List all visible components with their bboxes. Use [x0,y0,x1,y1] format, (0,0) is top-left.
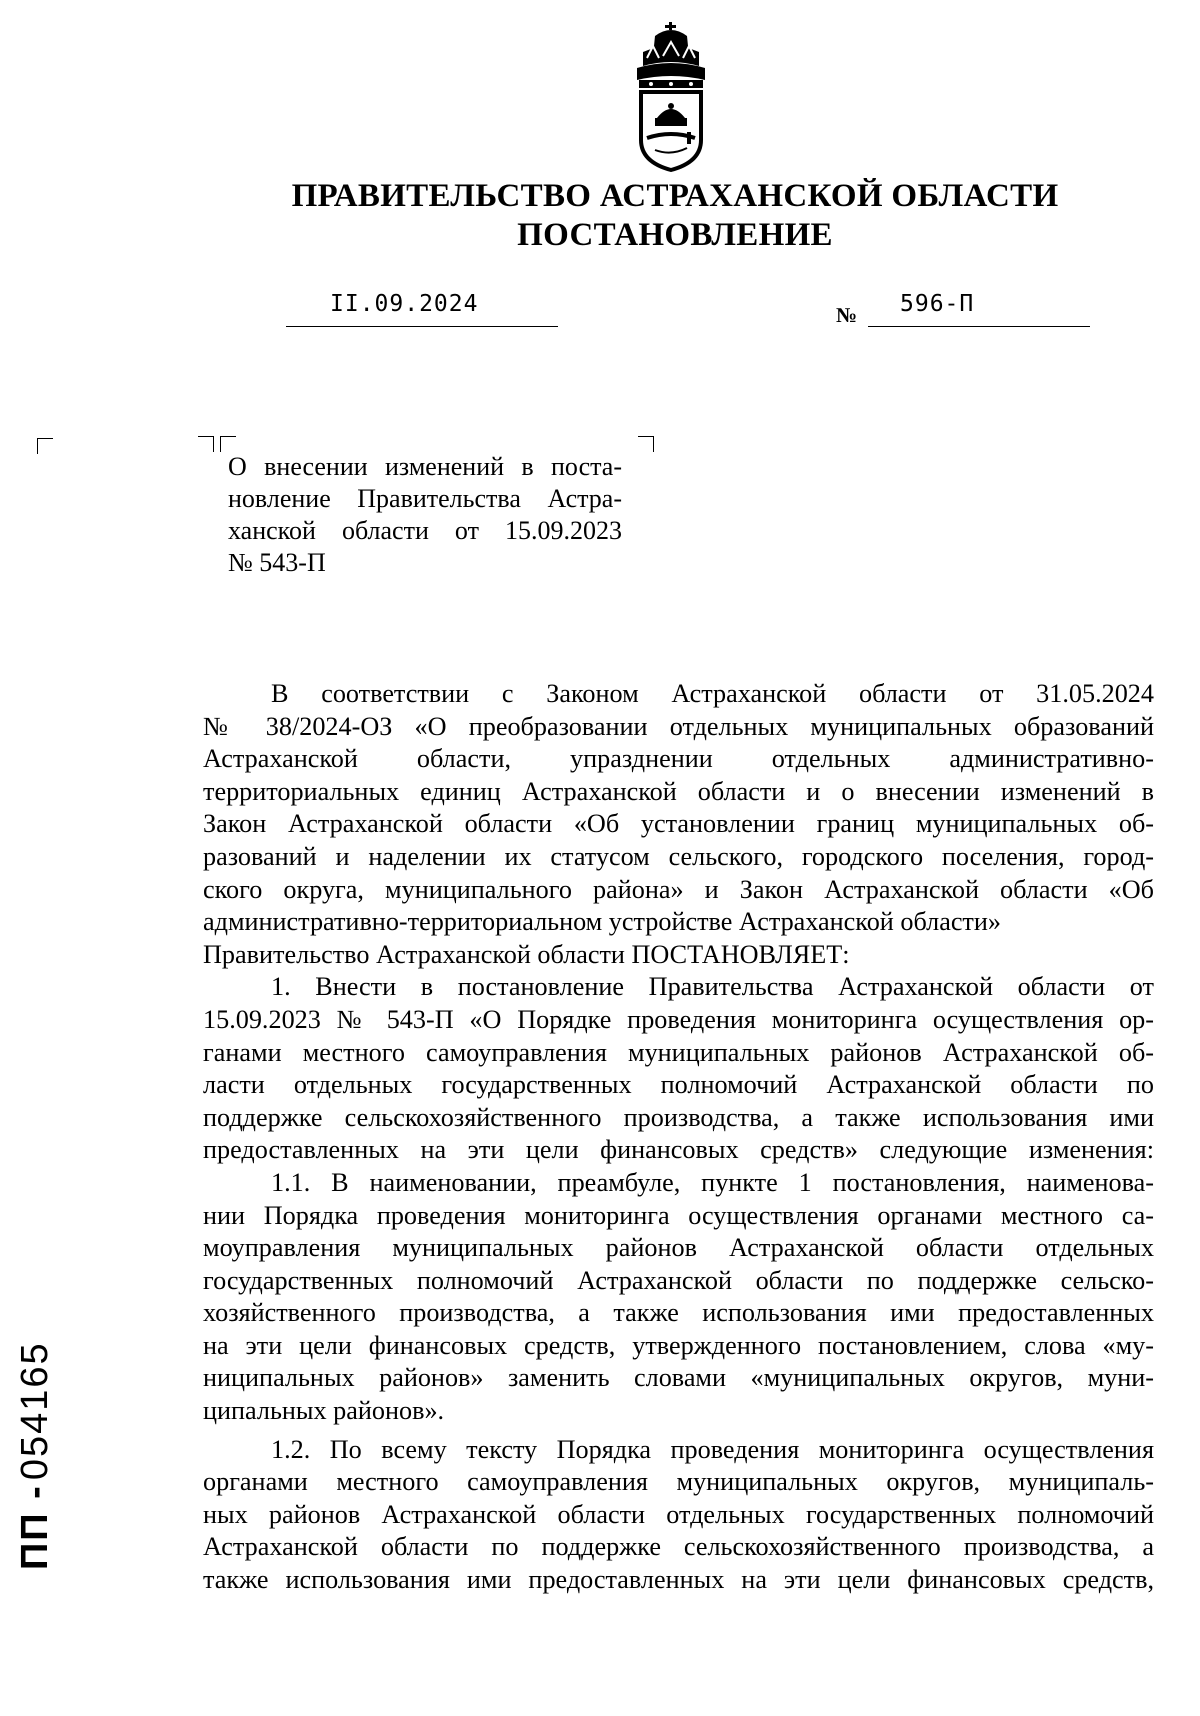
body-line: нии Порядка проведения мониторинга осуществления органами местного са- [203,1200,1154,1230]
serial-number: 054165 [14,1341,56,1481]
body-line: 1.1. В наименовании, преамбуле, пункте 1 постановления, наименова- [271,1167,1154,1197]
subject-corner-mark-left-outer [198,436,214,452]
subject-line: ханской области от 15.09.2023 [228,516,622,545]
margin-corner-mark [37,438,53,454]
body-line: ласти отдельных государственных полномочий Астраханской области по [203,1070,1154,1100]
body-line: государственных полномочий Астраханской области по поддержке сельско- [203,1265,1154,1295]
document-type-title: ПОСТАНОВЛЕНИЕ [517,217,833,253]
document-date: II.09.2024 [330,291,479,317]
body-line: № 38/2024-ОЗ «О преобразовании отдельных муниципальных образований [203,711,1154,741]
serial-stamp [14,1320,68,1570]
body-line: 1.2. По всему тексту Порядка проведения мониторинга осуществления [271,1434,1154,1464]
subject-line: новление Правительства Астра- [228,484,622,513]
body-line: ганами местного самоуправления муниципальных районов Астраханской об- [203,1037,1154,1067]
body-line: ципальных районов». [203,1396,445,1426]
body-line: на эти цели финансовых средств, утвержденного постановлением, слова «му- [203,1330,1154,1360]
subject-line: О внесении изменений в поста- [228,452,622,481]
document-subject [228,451,622,579]
coat-of-arms-icon [633,22,709,172]
number-sign: № [836,303,858,327]
document-number: 596-П [900,291,975,317]
subject-corner-mark-left [220,436,236,452]
body-line: моуправления муниципальных районов Астраханской области отдельных [203,1233,1154,1263]
body-line: 15.09.2023 № 543-П «О Порядке проведения мониторинга осуществления ор- [203,1004,1154,1034]
subject-corner-mark-right [638,436,654,452]
body-line: Правительство Астраханской области ПОСТАНОВЛЯЕТ: [203,939,850,969]
body-line: поддержке сельскохозяйственного производства, а также использования ими [203,1102,1154,1132]
body-line: В соответствии с Законом Астраханской области от 31.05.2024 [271,679,1154,708]
body-line: Астраханской области, упразднении отдельных административно- [203,744,1154,774]
serial-prefix: ПП - [14,1484,56,1570]
body-line: также использования ими предоставленных на эти цели финансовых средств, [203,1565,1154,1595]
body-line: разований и наделении их статусом сельского, городского поселения, город- [203,841,1154,871]
body-line: предоставленных на эти цели финансовых средств» следующие изменения: [203,1135,1154,1165]
subject-line: № 543-П [228,548,326,577]
number-underline [868,326,1090,327]
body-line: 1. Внести в постановление Правительства Астраханской области от [271,972,1154,1002]
body-line: ных районов Астраханской области отдельных государственных полномочий [203,1499,1154,1529]
organization-title: ПРАВИТЕЛЬСТВО АСТРАХАНСКОЙ ОБЛАСТИ [291,178,1059,214]
body-line: органами местного самоуправления муниципальных округов, муниципаль- [203,1467,1154,1497]
body-line: территориальных единиц Астраханской области и о внесении изменений в [203,776,1154,806]
body-line: Закон Астраханской области «Об установлении границ муниципальных об- [203,809,1154,839]
body-line: хозяйственного производства, а также использования ими предоставленных [203,1298,1154,1328]
body-line: ниципальных районов» заменить словами «муниципальных округов, муни- [203,1363,1154,1393]
body-line: ского округа, муниципального района» и Закон Астраханской области «Об [203,874,1154,904]
body-line: административно-территориальном устройстве Астраханской области» [203,907,1001,937]
date-underline [286,326,558,327]
document-body [203,678,1154,1597]
body-line: Астраханской области по поддержке сельскохозяйственного производства, а [203,1532,1154,1562]
